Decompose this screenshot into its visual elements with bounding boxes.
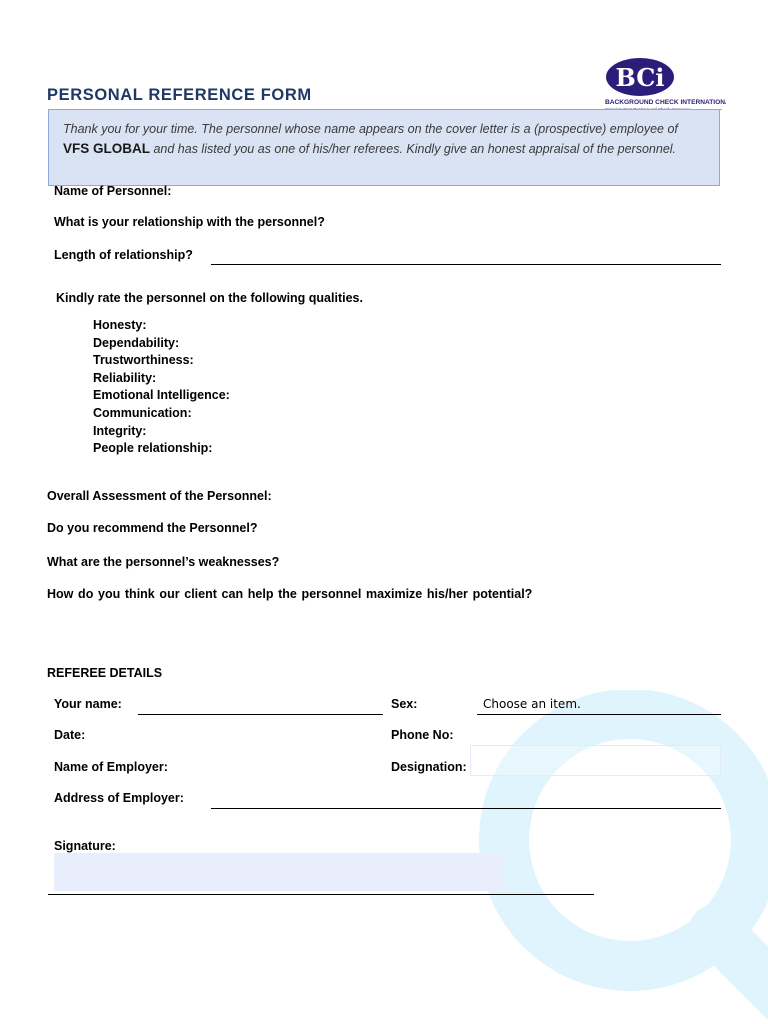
- signature-label: Signature:: [54, 839, 116, 853]
- overall-assessment-label: Overall Assessment of the Personnel:: [47, 489, 272, 503]
- potential-label: How do you think our client can help the personnel maximize his/her potential?: [47, 587, 533, 601]
- quality-communication[interactable]: Communication:: [93, 405, 192, 420]
- rating-heading: Kindly rate the personnel on the following qualities.: [56, 291, 363, 305]
- quality-reliability[interactable]: Reliability:: [93, 370, 157, 385]
- page-title: PERSONAL REFERENCE FORM: [47, 86, 312, 104]
- address-label: Address of Employer:: [54, 791, 184, 805]
- quality-integrity[interactable]: Integrity:: [93, 423, 147, 438]
- sex-label: Sex:: [391, 697, 418, 711]
- recommend-label: Do you recommend the Personnel?: [47, 521, 258, 535]
- length-of-relationship-field[interactable]: [211, 264, 721, 265]
- quality-emotional-intelligence[interactable]: Emotional Intelligence:: [93, 388, 230, 403]
- intro-box: [48, 110, 720, 186]
- name-of-personnel-label: Name of Personnel:: [54, 184, 172, 198]
- length-of-relationship-label: Length of relationship?: [54, 248, 193, 262]
- sex-field-line: [477, 714, 721, 715]
- qualities-list: [93, 317, 230, 458]
- bci-logo: [604, 56, 726, 112]
- date-label: Date:: [54, 728, 86, 742]
- quality-people-relationship[interactable]: People relationship:: [93, 441, 213, 456]
- referee-details-heading: REFEREE DETAILS: [47, 666, 163, 680]
- your-name-field[interactable]: [138, 714, 383, 715]
- quality-honesty[interactable]: Honesty:: [93, 318, 147, 332]
- address-field[interactable]: [211, 808, 721, 809]
- signature-line: [48, 894, 594, 895]
- logo-letters: BCi: [615, 63, 665, 92]
- weaknesses-label: What are the personnel’s weaknesses?: [47, 555, 280, 569]
- quality-dependability[interactable]: Dependability:: [93, 335, 180, 350]
- logo-tagline: BACKGROUND CHECK INTERNATIONAL: [605, 99, 726, 106]
- intro-text: Thank you for your time. The personnel whose name appears on the cover letter is a (prospective) employee of VFS GLOBAL and has listed you as one of his/her referees. Kindly give an honest appraisal of the personnel.: [63, 122, 678, 156]
- magnifier-watermark-icon: [470, 690, 768, 1024]
- employer-label: Name of Employer:: [54, 760, 168, 774]
- phone-designation-cell[interactable]: [470, 745, 721, 776]
- your-name-label: Your name:: [54, 697, 122, 711]
- company-name: VFS GLOBAL: [63, 141, 150, 156]
- relationship-label: What is your relationship with the personnel?: [54, 215, 325, 229]
- quality-trustworthiness[interactable]: Trustworthiness:: [93, 353, 194, 368]
- phone-label: Phone No:: [391, 728, 454, 742]
- designation-label: Designation:: [391, 760, 467, 774]
- sex-select[interactable]: Choose an item.: [483, 697, 581, 711]
- signature-field[interactable]: [54, 853, 504, 891]
